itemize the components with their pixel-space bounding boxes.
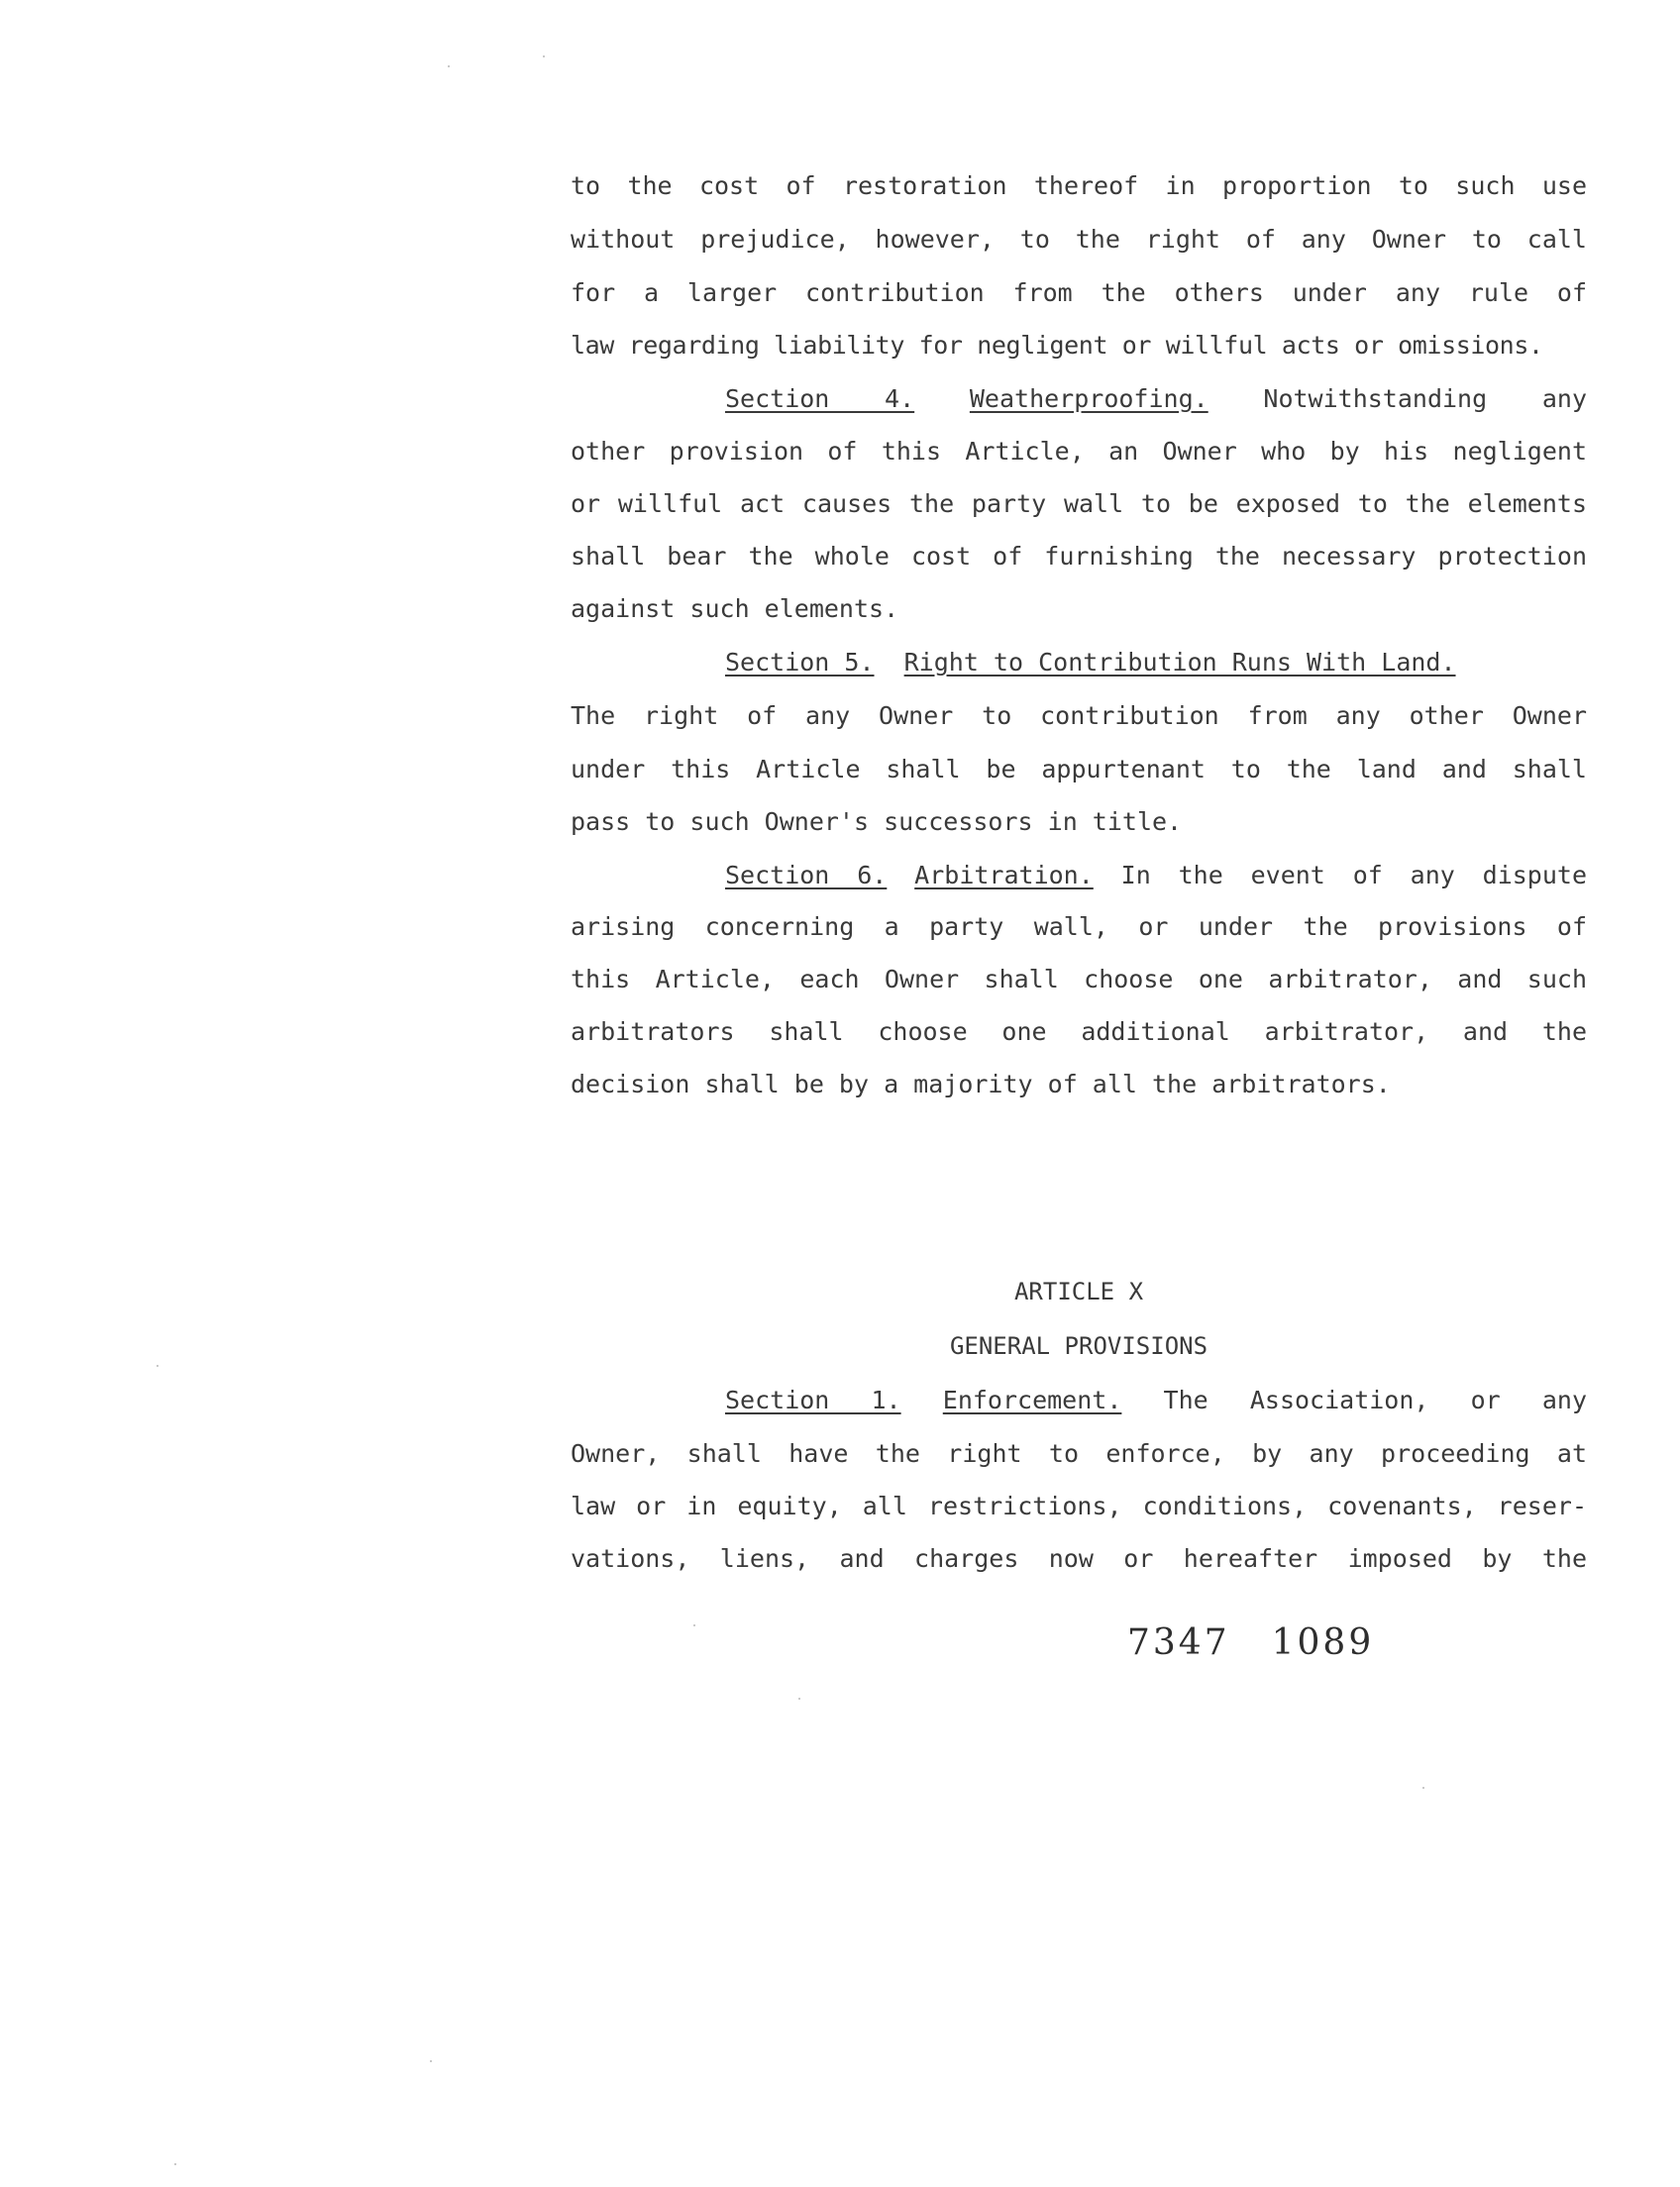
paragraph-line: Owner, shall have the right to enforce, by any proceeding at — [571, 1439, 1587, 1468]
section-5-title: Right to Contribution Runs With Land. — [903, 648, 1456, 677]
section-6-heading-line — [725, 856, 1587, 895]
paragraph-line: other provision of this Article, an Owner who by his negligent — [571, 437, 1587, 466]
page-number: 1089 — [1271, 1622, 1375, 1663]
paragraph-line: law or in equity, all restrictions, conditions, covenants, reser- — [571, 1492, 1587, 1520]
paragraph-line: vations, liens, and charges now or hereafter imposed by the — [571, 1544, 1587, 1573]
article-section-1-first-text: The Association, or any — [1163, 1386, 1587, 1414]
section-5-number: Section 5. — [725, 648, 875, 677]
section-6-number: Section 6. — [725, 861, 888, 889]
book-number: 7347 — [1127, 1622, 1230, 1663]
paragraph-line: against such elements. — [571, 594, 899, 623]
scan-speck — [448, 65, 450, 67]
section-5-heading-line — [725, 643, 1587, 682]
paragraph-line: for a larger contribution from the others under any rule of — [571, 278, 1587, 307]
scan-speck — [1422, 1787, 1424, 1789]
article-title: ARTICLE X — [1013, 1278, 1144, 1305]
section-4-title: Weatherproofing. — [969, 384, 1208, 413]
paragraph-line: to the cost of restoration thereof in proportion to such use — [571, 171, 1587, 200]
paragraph-line: The right of any Owner to contribution from any other Owner — [571, 701, 1587, 730]
paragraph-line: without prejudice, however, to the right of any Owner to call — [571, 225, 1587, 254]
article-section-1-number: Section 1. — [725, 1386, 901, 1414]
paragraph-line: arbitrators shall choose one additional arbitrator, and the — [571, 1017, 1587, 1046]
paragraph-line: pass to such Owner's successors in title. — [571, 807, 1183, 836]
section-4-heading-line — [725, 379, 1587, 419]
paragraph-line: under this Article shall be appurtenant to the land and shall — [571, 755, 1587, 783]
book-page-stamp — [1127, 1622, 1374, 1663]
article-subtitle: GENERAL PROVISIONS — [949, 1332, 1208, 1360]
article-section-1-title: Enforcement. — [942, 1386, 1122, 1414]
paragraph-line: this Article, each Owner shall choose one arbitrator, and such — [571, 965, 1587, 993]
scan-speck — [430, 2060, 432, 2062]
paragraph-line: decision shall be by a majority of all the arbitrators. — [571, 1070, 1391, 1098]
section-6-first-text: In the event of any dispute — [1120, 861, 1588, 889]
section-6-title: Arbitration. — [914, 861, 1094, 889]
paragraph-line: or willful act causes the party wall to be exposed to the elements — [571, 489, 1587, 518]
scan-speck — [174, 2163, 176, 2165]
section-4-first-text: Notwithstanding any — [1263, 384, 1588, 413]
scan-speck — [798, 1698, 800, 1700]
scan-speck — [157, 1365, 158, 1367]
paragraph-line: law regarding liability for negligent or willful acts or omissions. — [571, 331, 1543, 360]
article-section-1-heading-line — [725, 1381, 1587, 1420]
paragraph-line: shall bear the whole cost of furnishing the necessary protection — [571, 542, 1587, 571]
section-4-number: Section 4. — [725, 384, 915, 413]
scan-speck — [693, 1624, 695, 1626]
paragraph-line: arising concerning a party wall, or under the provisions of — [571, 912, 1587, 941]
scan-speck — [543, 55, 545, 57]
